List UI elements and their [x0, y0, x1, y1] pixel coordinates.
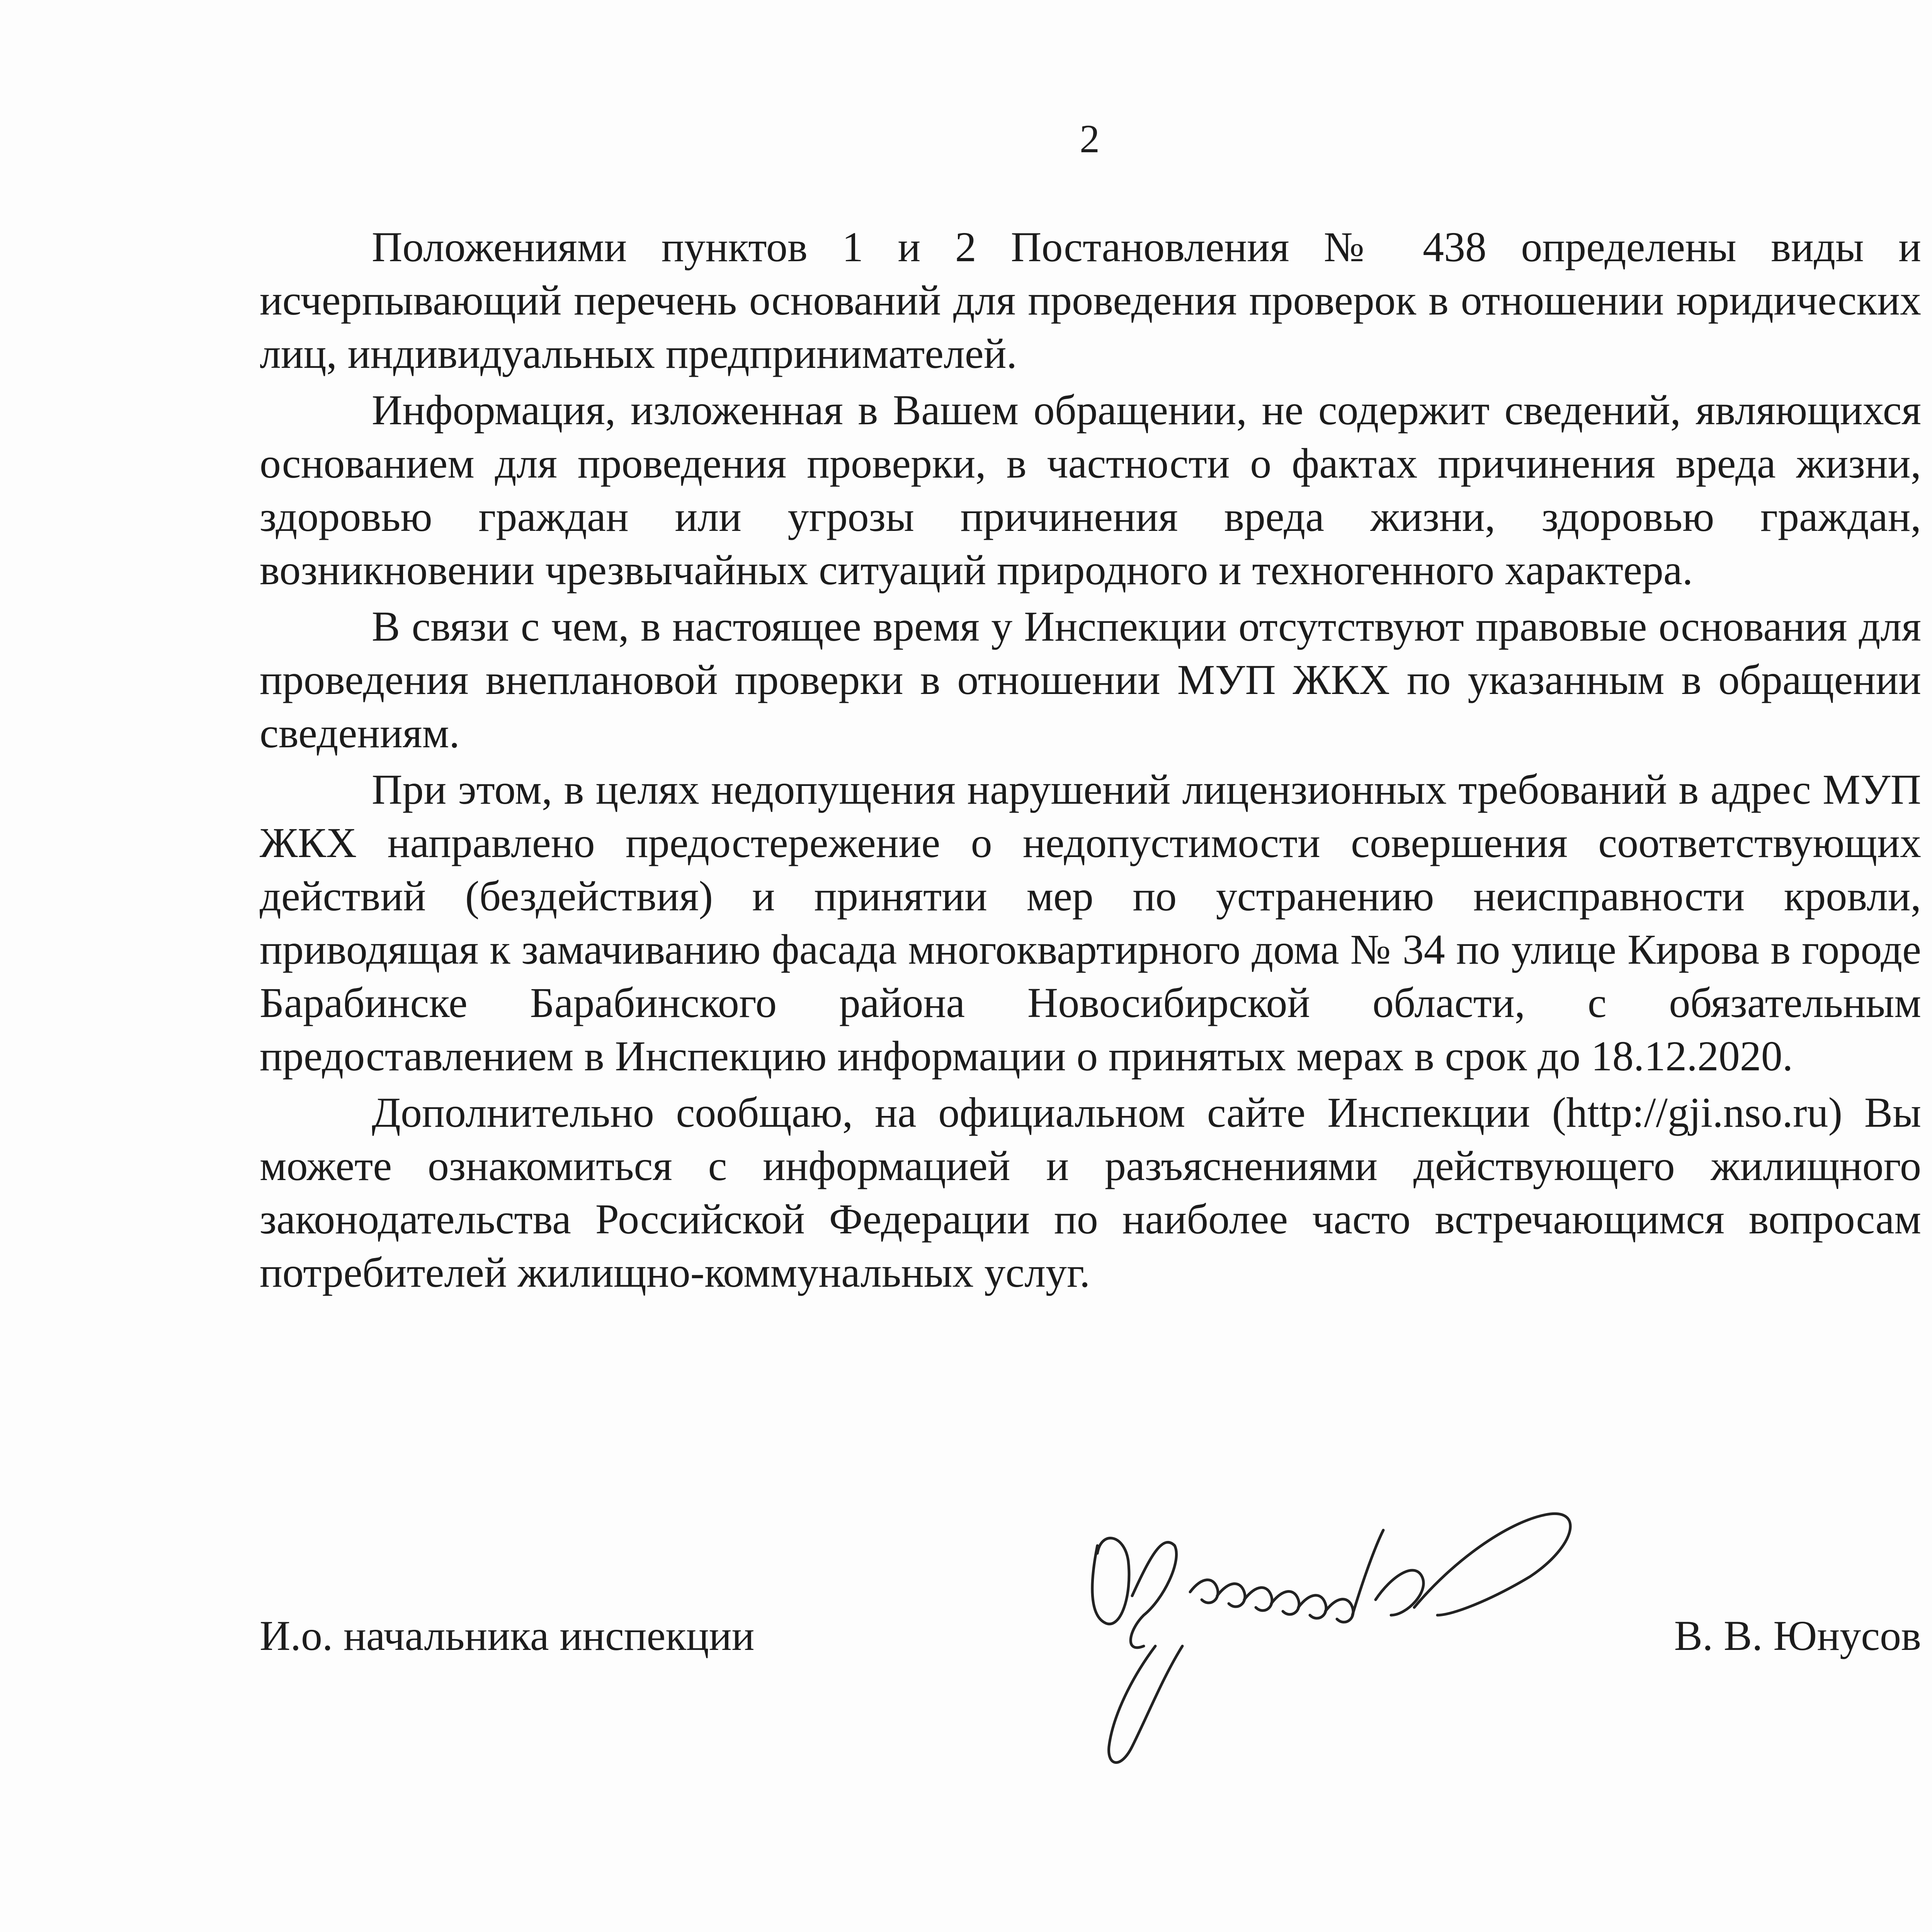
paragraph: Положениями пунктов 1 и 2 Постановления № 438 определены виды и исчерпывающий перечень оснований для проведения проверок в отношении юридических лиц, индивидуальных предпринимателей. [260, 223, 1921, 377]
paragraph: При этом, в целях недопущения нарушений лицензионных требований в адрес МУП ЖКХ направлено предостережение о недопустимости совершения соответствующих действий (бездействия) и принятии мер по устранению неисправности кровли, приводящая к замачиванию фасада многоквартирного дома № 34 по улице Кирова в городе Барабинске Барабинского района Новосибирской области, с обязательным предоставлением в Инспекцию информации о принятых мерах в срок до 18.12.2020. [260, 766, 1921, 1080]
signature-block [260, 1611, 1921, 1673]
page-number: 2 [1080, 117, 1100, 161]
paragraph: Дополнительно сообщаю, на официальном сайте Инспекции (http://gji.nso.ru) Вы можете ознакомиться с информацией и разъяснениями действующего жилищного законодательства Российской Федерации по наиболее часто встречающимся вопросам потребителей жилищно-коммунальных услуг. [260, 1089, 1921, 1296]
paragraph: Информация, изложенная в Вашем обращении, не содержит сведений, являющихся основанием для проведения проверки, в частности о фактах причинения вреда жизни, здоровью граждан или угрозы причинения вреда жизни, здоровью граждан, возникновении чрезвычайных ситуаций природного и техногенного характера. [260, 386, 1921, 594]
signer-name: В. В. Юнусов [1674, 1612, 1921, 1659]
letter-body [260, 220, 1921, 1302]
signer-position: И.о. начальника инспекции [260, 1612, 755, 1659]
paragraph: В связи с чем, в настоящее время у Инспекции отсутствуют правовые основания для проведения внеплановой проверки в отношении МУП ЖКХ по указанным в обращении сведениям. [260, 603, 1921, 757]
